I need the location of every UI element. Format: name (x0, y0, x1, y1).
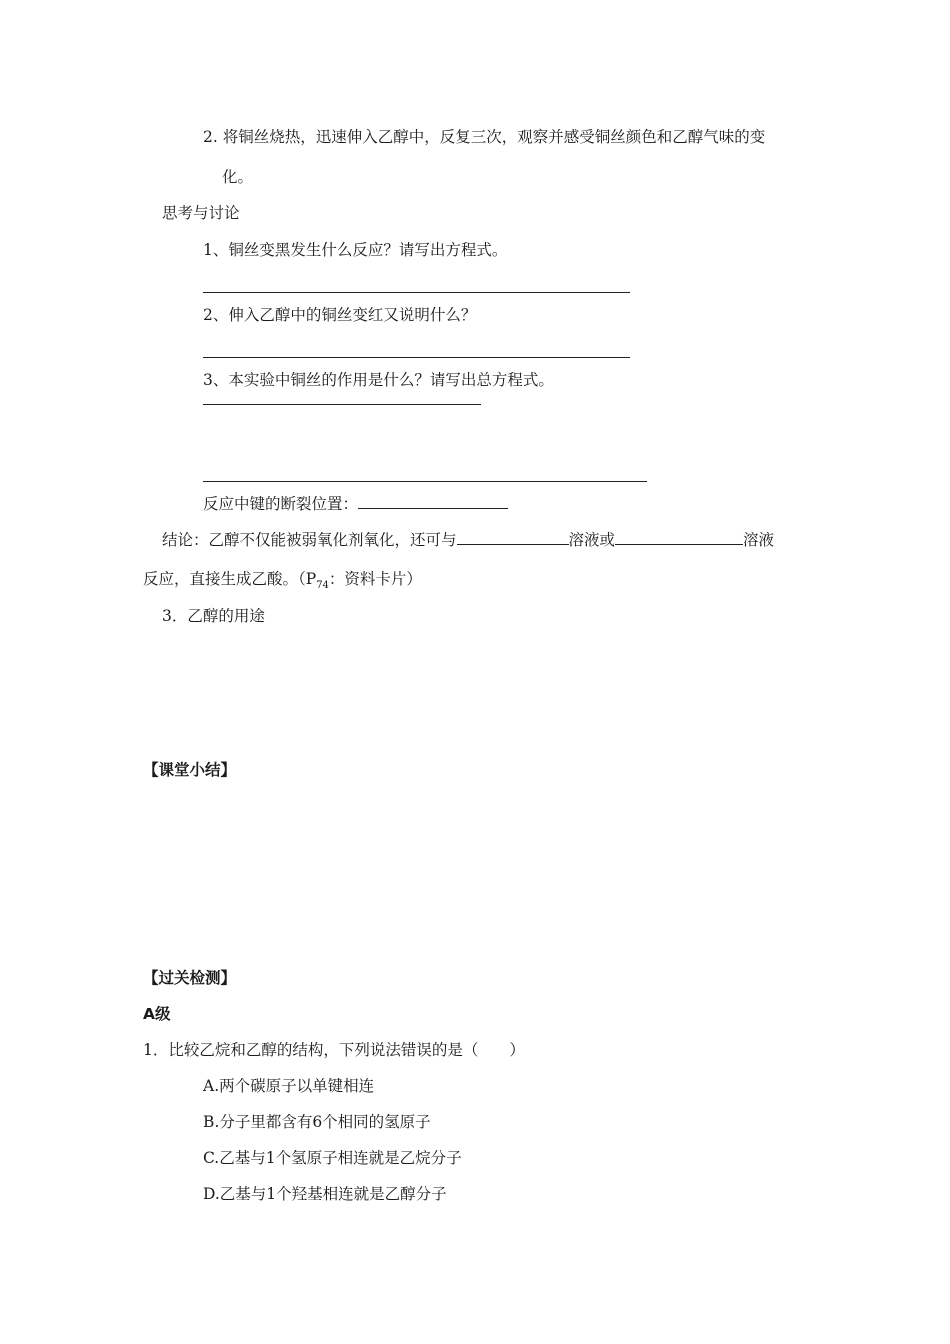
experiment-step2-line2: 化。 (222, 168, 254, 186)
summary-heading: 【课堂小结】 (143, 761, 237, 779)
answer-line-3a[interactable] (203, 404, 481, 405)
check-question-1: 1．比较乙烷和乙醇的结构，下列说法错误的是（ ） (143, 1041, 525, 1059)
conclusion-line1 (162, 529, 774, 550)
bond-break-label (203, 493, 508, 514)
answer-line-1[interactable] (203, 292, 630, 293)
conclusion-line2-b: ：资料卡片） (328, 570, 422, 588)
conclusion-prefix: 结论：乙醇不仅能被弱氧化剂氧化，还可与 (162, 531, 457, 549)
option-d[interactable]: D.乙基与1个羟基相连就是乙醇分子 (203, 1185, 447, 1203)
discussion-heading: 思考与讨论 (162, 204, 240, 222)
check-heading: 【过关检测】 (143, 969, 237, 987)
option-b[interactable]: B.分子里都含有6个相同的氢原子 (203, 1113, 431, 1131)
conclusion-end: 溶液 (743, 531, 775, 549)
page-subscript: 74 (316, 580, 329, 592)
level-label: A级 (143, 1005, 171, 1023)
conclusion-blank-2[interactable] (615, 529, 743, 545)
bond-break-blank[interactable] (358, 493, 508, 509)
conclusion-mid: 溶液或 (568, 531, 616, 549)
answer-line-3b[interactable] (203, 481, 647, 482)
conclusion-line2-a: 反应，直接生成乙酸。（P (143, 570, 317, 588)
uses-heading: 3．乙醇的用途 (162, 607, 265, 625)
discussion-question-2: 2、伸入乙醇中的铜丝变红又说明什么？ (203, 306, 477, 324)
option-c[interactable]: C.乙基与1个氢原子相连就是乙烷分子 (203, 1149, 462, 1167)
discussion-question-3: 3、本实验中铜丝的作用是什么？请写出总方程式。 (203, 371, 554, 389)
bond-break-text: 反应中键的断裂位置： (203, 495, 359, 513)
experiment-step2-line1: 2. 将铜丝烧热，迅速伸入乙醇中，反复三次，观察并感受铜丝颜色和乙醇气味的变 (203, 128, 766, 146)
conclusion-line2 (143, 569, 422, 596)
answer-line-2[interactable] (203, 357, 630, 358)
discussion-question-1: 1、铜丝变黑发生什么反应？请写出方程式。 (203, 241, 508, 259)
conclusion-blank-1[interactable] (457, 529, 569, 545)
option-a[interactable]: A.两个碳原子以单键相连 (203, 1077, 375, 1095)
